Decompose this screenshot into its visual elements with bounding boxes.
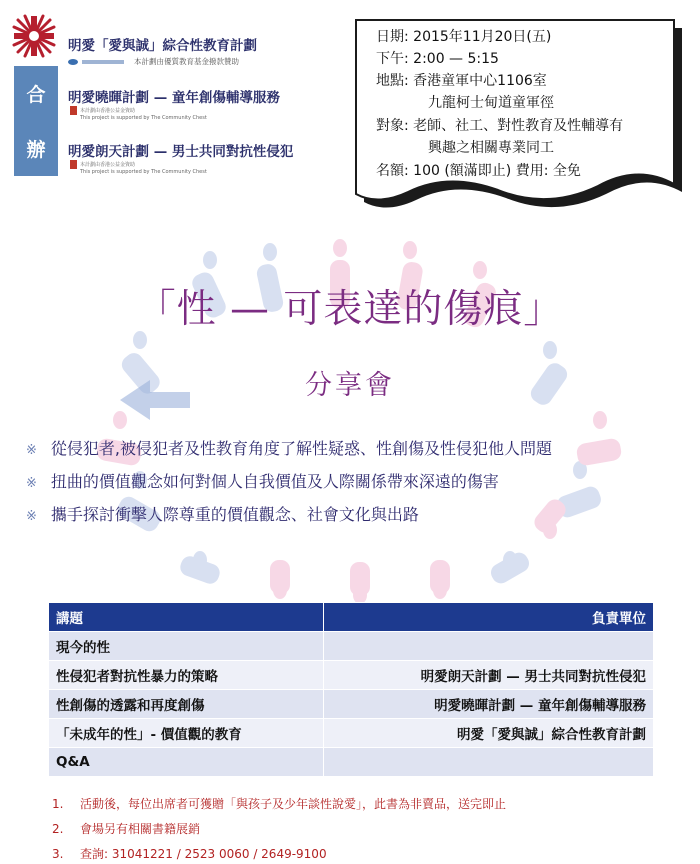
reference-mark-icon: ※ xyxy=(26,476,37,491)
topic-cell: 性侵犯者對抗性暴力的策略 xyxy=(49,661,324,690)
org-support-2: 本計劃由香港公益金資助 This project is supported by The Community Chest xyxy=(70,106,207,121)
event-title: 「性 — 可表達的傷痕」 xyxy=(136,287,564,332)
table-row xyxy=(49,748,654,777)
unit-cell xyxy=(324,632,654,661)
unit-cell: 明愛曉暉計劃 — 童年創傷輔導服務 xyxy=(324,690,654,719)
note-item xyxy=(52,820,200,837)
cohost-badge xyxy=(14,66,58,176)
column-header-unit: 負責單位 xyxy=(324,603,654,632)
topic-cell: Q&A xyxy=(49,748,324,777)
note-text: 活動後，每位出席者可獲贈「與孩子及少年談性說愛」，此書為非賣品，送完即止 xyxy=(80,797,507,811)
info-venue: 地點: 香港童軍中心1106室 xyxy=(376,73,547,89)
reference-mark-icon: ※ xyxy=(26,509,37,524)
event-subtitle: 分享會 xyxy=(305,370,395,401)
org-name-2: 明愛曉暉計劃 — 童年創傷輔導服務 xyxy=(68,90,280,106)
qef-logo-text-icon xyxy=(82,60,124,64)
table-row xyxy=(49,632,654,661)
note-item xyxy=(52,845,327,862)
info-target: 對象: 老師、社工、對性教育及性輔導有 xyxy=(376,118,624,134)
unit-cell xyxy=(324,748,654,777)
programme-table xyxy=(48,602,654,777)
note-text: 查詢: 31041221 / 2523 0060 / 2649-9100 xyxy=(80,847,327,861)
unit-cell: 明愛「愛與誠」綜合性教育計劃 xyxy=(324,719,654,748)
note-item xyxy=(52,795,506,812)
caritas-logo-icon xyxy=(12,14,56,58)
table-row xyxy=(49,690,654,719)
cohost-char-2: 辦 xyxy=(26,139,46,161)
topic-bullet: ※ 攜手探討衝擊人際尊重的價值觀念、社會文化與出路 xyxy=(26,505,419,524)
table-header-row xyxy=(49,603,654,632)
info-venue-line2: 九龍柯士甸道童軍徑 xyxy=(428,95,554,111)
note-number: 2. xyxy=(52,822,64,836)
note-number: 1. xyxy=(52,797,64,811)
table-row xyxy=(49,661,654,690)
topic-cell: 「未成年的性」- 價值觀的教育 xyxy=(49,719,324,748)
topic-bullet: ※ 扭曲的價值觀念如何對個人自我價值及人際關係帶來深遠的傷害 xyxy=(26,472,499,491)
unit-cell: 明愛朗天計劃 — 男士共同對抗性侵犯 xyxy=(324,661,654,690)
table-row xyxy=(49,719,654,748)
community-chest-icon xyxy=(70,106,77,115)
topic-cell: 性創傷的透露和再度創傷 xyxy=(49,690,324,719)
info-date: 日期: 2015年11月20日(五) xyxy=(376,29,552,45)
info-quota-fee: 名額: 100 (額滿即止) 費用: 全免 xyxy=(376,163,581,179)
community-chest-icon xyxy=(70,160,77,169)
note-number: 3. xyxy=(52,847,64,861)
cohost-char-1: 合 xyxy=(26,84,46,106)
org-name-1: 明愛「愛與誠」綜合性教育計劃 xyxy=(68,38,257,54)
topic-cell: 現今的性 xyxy=(49,632,324,661)
info-target-line2: 興趣之相關專業同工 xyxy=(428,140,554,156)
org-support-3: 本計劃由香港公益金資助 This project is supported by The Community Chest xyxy=(70,160,207,175)
qef-logo-icon xyxy=(68,59,78,65)
org-note-1: 本計劃由優質教育基金撥款贊助 xyxy=(68,56,239,67)
reference-mark-icon: ※ xyxy=(26,443,37,458)
info-time: 下午: 2:00 — 5:15 xyxy=(376,51,499,67)
column-header-topic: 講題 xyxy=(49,603,324,632)
topic-bullet: ※ 從侵犯者,被侵犯者及性教育角度了解性疑惑、性創傷及性侵犯他人問題 xyxy=(26,439,552,458)
org-name-3: 明愛朗天計劃 — 男士共同對抗性侵犯 xyxy=(68,144,294,160)
note-text: 會場另有相關書籍展銷 xyxy=(80,822,201,836)
